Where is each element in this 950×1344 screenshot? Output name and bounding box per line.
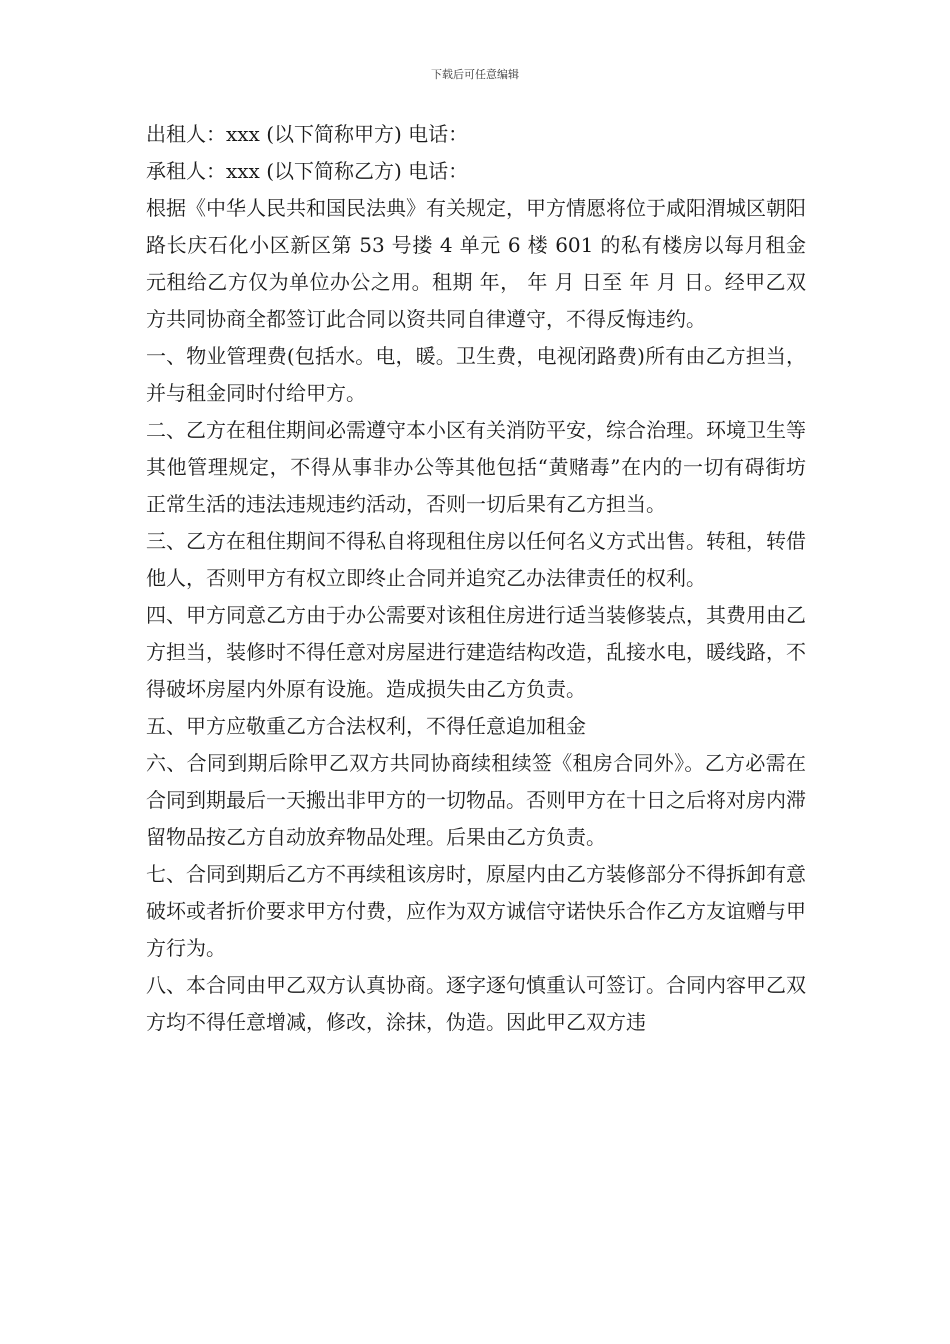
page-header: 下载后可任意编辑 — [431, 68, 519, 81]
clause-1: 一、物业管理费(包括水。电，暖。卫生费，电视闭路费)所有由乙方担当，并与租金同时付给甲方。 — [146, 344, 806, 405]
preamble-paragraph: 根据《中华人民共和国民法典》有关规定，甲方情愿将位于咸阳渭城区朝阳路长庆石化小区新区第 53 号搂 4 单元 6 楼 601 的私有楼房以每月租金 元租给乙方仅为单位办公之用。租期 年， 年 月 日至 年 月 日。经甲乙双方共同协商全都签订此合同以资共同自律遵守，不得反悔违约。 — [146, 196, 806, 331]
clause-6: 六、合同到期后除甲乙双方共同协商续租续签《租房合同外》。乙方必需在合同到期最后一天搬出非甲方的一切物品。否则甲方在十日之后将对房内滞留物品按乙方自动放弃物品处理。后果由乙方负责。 — [146, 751, 806, 849]
clause-3: 三、乙方在租住期间不得私自将现租住房以任何名义方式出售。转租，转借他人，否则甲方有权立即终止合同并追究乙办法律责任的权利。 — [146, 529, 806, 590]
contract-body — [146, 116, 806, 1041]
clause-4: 四、甲方同意乙方由于办公需要对该租住房进行适当装修装点，其费用由乙方担当，装修时不得任意对房屋进行建造结构改造，乱接水电，暖线路，不得破坏房屋内外原有设施。造成损失由乙方负责。 — [146, 603, 806, 701]
clause-7: 七、合同到期后乙方不再续租该房时，原屋内由乙方装修部分不得拆卸有意破坏或者折价要求甲方付费，应作为双方诚信守诺快乐合作乙方友谊赠与甲方行为。 — [146, 862, 806, 960]
clause-5: 五、甲方应敬重乙方合法权利，不得任意追加租金 — [146, 714, 586, 738]
lessor-line: 出租人：xxx (以下简称甲方) 电话： — [146, 122, 469, 146]
clause-8: 八、本合同由甲乙双方认真协商。逐字逐句慎重认可签订。合同内容甲乙双方均不得任意增减，修改，涂抹，伪造。因此甲乙双方违 — [146, 973, 806, 1034]
lessee-line: 承租人：xxx (以下简称乙方) 电话： — [146, 159, 469, 183]
clause-2: 二、乙方在租住期间必需遵守本小区有关消防平安，综合治理。环境卫生等其他管理规定，不得从事非办公等其他包括“黄赌毒”在内的一切有碍街坊正常生活的违法违规违约活动，否则一切后果有乙方担当。 — [146, 418, 806, 516]
